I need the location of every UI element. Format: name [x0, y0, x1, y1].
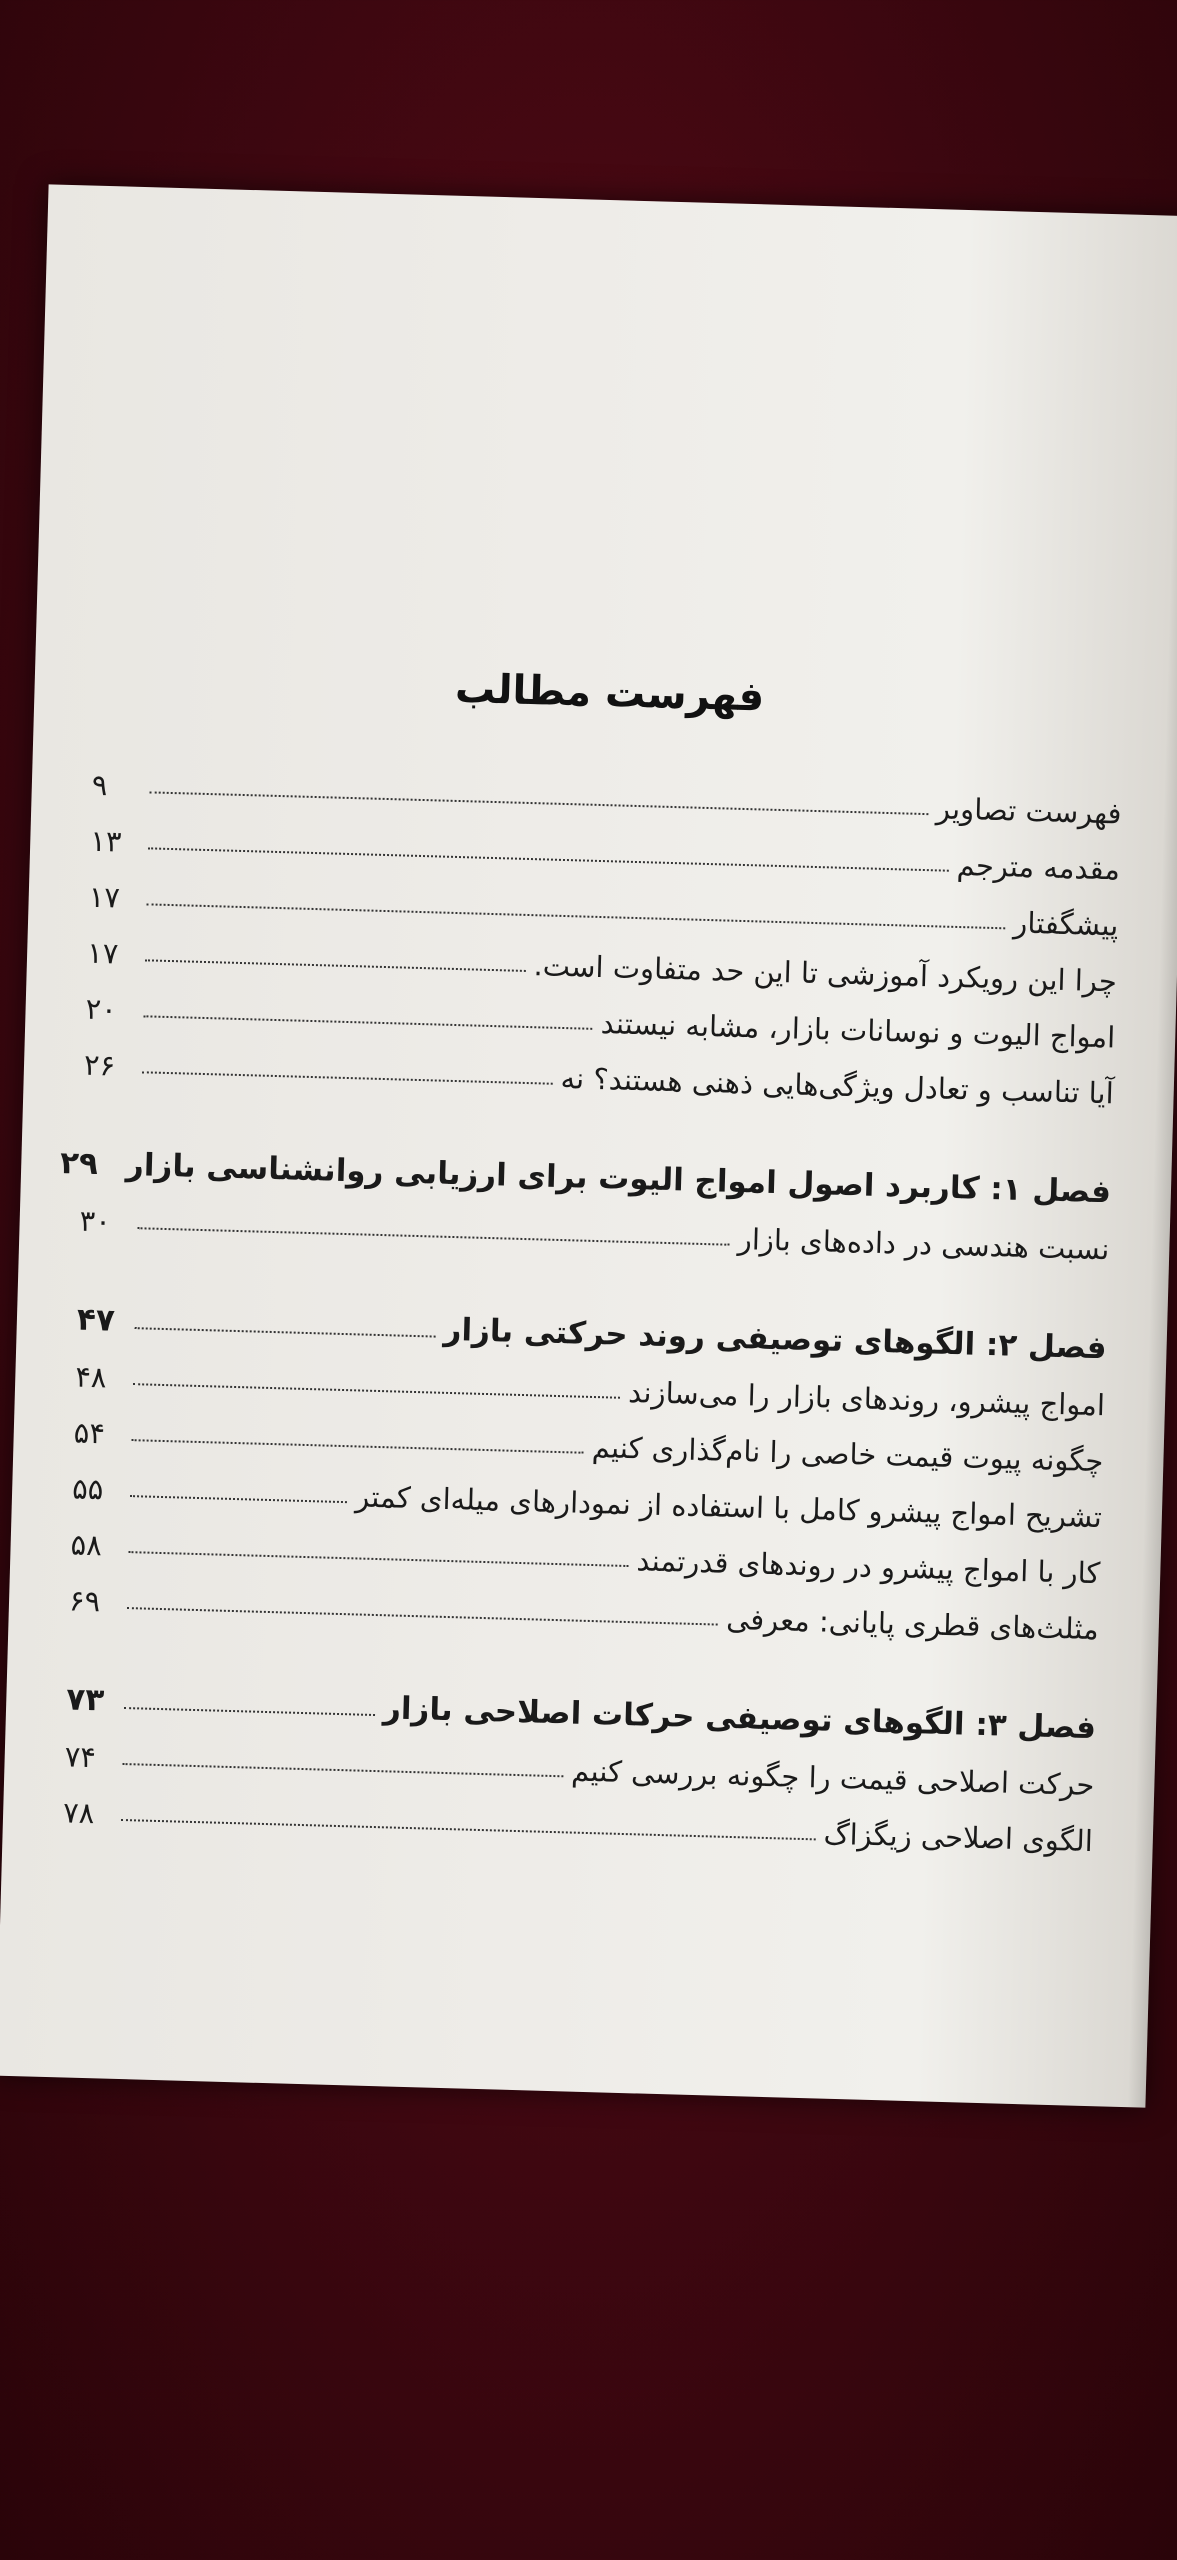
toc-entry-page: ۵۵: [71, 1471, 104, 1507]
toc-chapter-page: ۴۷: [76, 1301, 116, 1339]
leader-dots: [121, 1819, 816, 1840]
toc-entry-label: مقدمه مترجم: [956, 847, 1121, 887]
toc-entry-label: تشریح امواج پیشرو کامل با استفاده از نمودارهای میله‌ای کمتر: [354, 1479, 1103, 1535]
leader-dots: [130, 1495, 347, 1503]
toc-entry-label: حرکت اصلاحی قیمت را چگونه بررسی کنیم: [570, 1753, 1095, 1803]
toc-entry-page: ۹: [91, 767, 108, 803]
leader-dots: [124, 1707, 375, 1716]
toc-entry-label: چگونه پیوت قیمت خاصی را نام‌گذاری کنیم: [591, 1429, 1104, 1479]
toc-entry-page: ۱۳: [89, 823, 122, 859]
toc-entry-label: مثلث‌های قطری پایانی: معرفی: [725, 1601, 1100, 1647]
toc-entry-page: ۳۰: [79, 1203, 112, 1239]
toc-entry-label: فهرست تصاویر: [935, 791, 1122, 831]
toc-entry-label: آیا تناسب و تعادل ویژگی‌هایی ذهنی هستند؟ نه: [560, 1060, 1115, 1111]
toc-entry-label: امواج پیشرو، روندهای بازار را می‌سازند: [627, 1374, 1106, 1423]
toc-chapter-page: ۷۳: [65, 1681, 105, 1719]
toc-entry-label: چرا این رویکرد آموزشی تا این حد متفاوت است.: [533, 948, 1118, 999]
toc-entry-page: ۲۶: [83, 1047, 116, 1083]
leader-dots: [142, 1071, 553, 1084]
toc-entry-label: امواج الیوت و نوسانات بازار، مشابه نیستند: [600, 1006, 1116, 1055]
toc-chapter-label: فصل ۲: الگوهای توصیفی روند حرکتی بازار: [443, 1311, 1108, 1367]
table-of-contents: [59, 746, 1123, 1859]
toc-chapter-label: فصل ۳: الگوهای توصیفی حرکات اصلاحی بازار: [382, 1690, 1097, 1747]
toc-entry-page: ۱۷: [86, 935, 119, 971]
toc-entry-page: ۴۸: [74, 1359, 107, 1395]
leader-dots: [135, 1327, 436, 1337]
toc-entry-page: ۵۸: [70, 1527, 103, 1563]
toc-entry-label: کار با امواج پیشرو در روندهای قدرتمند: [636, 1543, 1101, 1591]
page-title: فهرست مطالب: [454, 665, 765, 721]
leader-dots: [123, 1763, 564, 1777]
toc-entry-page: ۱۷: [88, 879, 121, 915]
leader-dots: [132, 1439, 584, 1454]
book-page: [0, 184, 1177, 2107]
leader-dots: [143, 1015, 592, 1030]
toc-entry-label: نسبت هندسی در داده‌های بازار: [737, 1221, 1110, 1267]
toc-entry-page: ۷۴: [64, 1739, 97, 1775]
leader-dots: [145, 959, 526, 972]
toc-entry-label: الگوی اصلاحی زیگزاگ: [823, 1816, 1094, 1859]
toc-chapter-page: ۲۹: [59, 1145, 99, 1183]
toc-chapter-label: فصل ۱: کاربرد اصول امواج الیوت برای ارزیابی روانشناسی بازار: [125, 1146, 1112, 1211]
toc-entry-page: ۲۰: [85, 991, 118, 1027]
toc-entry-page: ۵۴: [73, 1415, 106, 1451]
toc-entry-label: پیشگفتار: [1012, 905, 1119, 943]
toc-entry-page: ۶۹: [68, 1583, 101, 1619]
toc-entry-page: ۷۸: [62, 1795, 95, 1831]
